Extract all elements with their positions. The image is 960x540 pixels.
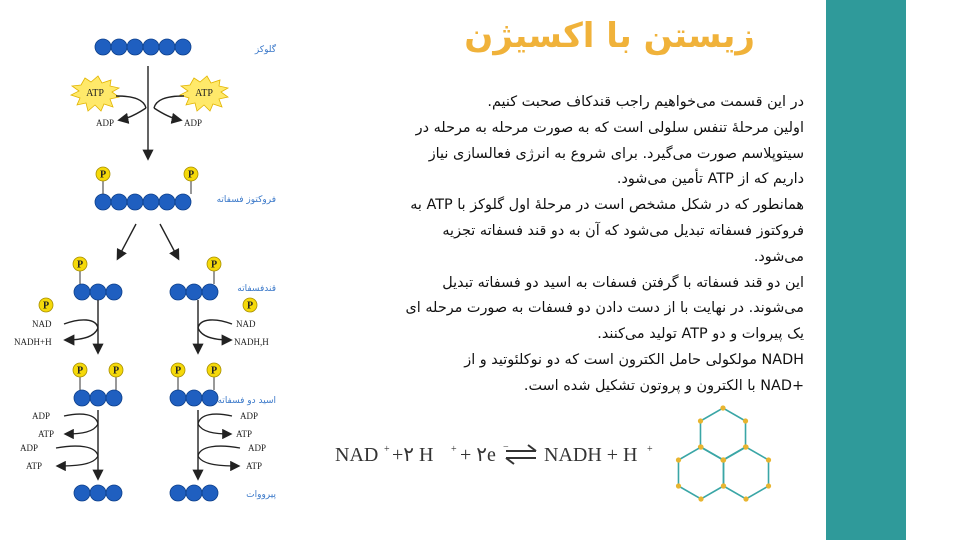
atp-curve-arrow <box>66 424 98 434</box>
slide-title: زیستن با اکسیژن <box>464 16 755 56</box>
paragraph-line: NADH مولکولی حامل الکترون است که دو نوکلئوتید و از <box>464 351 804 368</box>
carbon-bead <box>106 485 122 501</box>
carbon-bead <box>127 194 143 210</box>
adp-curve-arrow <box>120 108 146 120</box>
nad-curve <box>198 320 232 328</box>
carbon-bead <box>74 390 90 406</box>
carbon-bead <box>143 39 159 55</box>
diphosphate-acid-label: اسید دو فسفاته <box>217 396 276 406</box>
superscript-plus: + <box>384 444 390 455</box>
nad-equation <box>335 442 653 466</box>
paragraph-line: +NAD با الکترون و پروتون تشکیل شده است. <box>523 377 804 394</box>
hexagon-structure-icon <box>676 405 771 501</box>
carbon-bead <box>202 390 218 406</box>
carbon-bead <box>202 485 218 501</box>
paragraph-line: در این قسمت می‌خواهیم راجب قندکاف صحبت کنیم. <box>487 94 804 110</box>
atp-curve <box>154 96 184 108</box>
carbon-bead <box>170 284 186 300</box>
hexagon-vertex <box>720 405 725 410</box>
nadh-label: NADH,H <box>234 337 269 347</box>
paragraph-line: همانطور که در شکل مشخص است در مرحلهٔ اول گلوکز با ATP به <box>410 197 804 214</box>
paragraph-line: سیتوپلاسم صورت می‌گیرد. برای شروع به انرژی فعالسازی نیاز <box>428 145 804 162</box>
split-arrow-right <box>160 224 178 258</box>
carbon-bead <box>170 485 186 501</box>
paragraph-line: می‌شوند. در نهایت با از دست دادن دو فسفات به صورت مرحله ای <box>405 300 804 317</box>
atp-label: ATP <box>246 461 263 471</box>
adp-curve-arrow <box>154 108 180 120</box>
phosphate-label: P <box>42 300 50 312</box>
carbon-bead <box>90 284 106 300</box>
carbon-bead <box>95 39 111 55</box>
equation-nad: NAD <box>335 444 379 466</box>
phosphate-label: P <box>174 365 182 377</box>
phosphate-label: P <box>76 259 84 271</box>
paragraph-line: این دو قند فسفاته با گرفتن فسفات به اسید دو فسفاته تبدیل <box>442 274 804 291</box>
phosphate-label: P <box>112 365 120 377</box>
phosphate-label: P <box>210 365 218 377</box>
hexagon-vertex <box>676 483 681 488</box>
atp-curve <box>116 96 146 108</box>
carbon-bead <box>106 390 122 406</box>
nadh-curve-arrow <box>198 328 230 340</box>
carbon-bead <box>90 390 106 406</box>
phosphate-label: P <box>76 365 84 377</box>
hexagon-vertex <box>721 457 726 462</box>
glucose-label: گلوکز <box>254 45 276 55</box>
adp-curve <box>198 446 240 456</box>
carbon-bead <box>106 284 122 300</box>
hexagon-vertex <box>676 457 681 462</box>
adp-label: ADP <box>248 443 267 453</box>
hexagon-vertex <box>721 483 726 488</box>
nad-label: NAD <box>32 319 52 329</box>
hexagon-vertex <box>743 496 748 501</box>
atp-label: ATP <box>38 429 55 439</box>
sugar-phosphate-label: قندفسفاته <box>237 284 276 294</box>
adp-label: ADP <box>20 443 39 453</box>
atp-curve-arrow <box>58 456 98 466</box>
carbon-bead <box>186 284 202 300</box>
paragraph-line: می‌شود. <box>753 248 804 265</box>
carbon-bead <box>95 194 111 210</box>
nadh-label: NADH+H <box>14 337 52 347</box>
superscript-minus: − <box>503 442 509 453</box>
phosphate-label: P <box>210 259 218 271</box>
atp-curve-arrow <box>198 456 238 466</box>
carbon-bead <box>143 194 159 210</box>
equation-e: + ۲e <box>460 444 496 466</box>
atp-curve-arrow <box>198 424 230 434</box>
adp-label: ADP <box>96 118 115 128</box>
paragraph-line: یک پیروات و دو ATP تولید می‌کنند. <box>597 326 804 343</box>
paragraph-line: فروکتوز فسفاته تبدیل می‌شود که آن به دو قند فسفاته تجزیه <box>442 222 804 239</box>
phosphate-label: P <box>187 169 195 181</box>
adp-curve <box>64 414 98 424</box>
carbon-bead <box>202 284 218 300</box>
atp-label: ATP <box>26 461 43 471</box>
carbon-bead <box>111 194 127 210</box>
adp-label: ADP <box>184 118 203 128</box>
paragraph-line: اولین مرحلهٔ تنفس سلولی است که به صورت مرحله به مرحله در <box>415 119 804 136</box>
hexagon-ring <box>723 447 768 499</box>
carbon-bead <box>74 284 90 300</box>
carbon-bead <box>175 194 191 210</box>
split-arrow-left <box>118 224 136 258</box>
superscript-plus: + <box>451 444 457 455</box>
carbon-bead <box>159 39 175 55</box>
carbon-bead <box>90 485 106 501</box>
adp-curve <box>56 446 98 456</box>
carbon-bead <box>127 39 143 55</box>
carbon-bead <box>175 39 191 55</box>
carbon-bead <box>186 485 202 501</box>
hexagon-vertex <box>766 457 771 462</box>
atp-label: ATP <box>236 429 253 439</box>
carbon-bead <box>170 390 186 406</box>
fructose-phosphate-label: فروکتوز فسفاته <box>216 195 276 205</box>
phosphate-label: P <box>246 300 254 312</box>
hexagon-vertex <box>698 496 703 501</box>
phosphate-label: P <box>99 169 107 181</box>
equation-nadh: NADH + H <box>544 444 638 466</box>
nad-label: NAD <box>236 319 256 329</box>
carbon-bead <box>186 390 202 406</box>
hexagon-ring <box>678 447 723 499</box>
pyruvate-label: پیرووات <box>246 490 276 500</box>
carbon-bead <box>111 39 127 55</box>
adp-label: ADP <box>32 411 51 421</box>
hexagon-vertex <box>766 483 771 488</box>
atp-label: ATP <box>195 88 213 99</box>
superscript-plus: + <box>647 444 653 455</box>
hexagon-ring <box>700 408 745 460</box>
equation-h: +۲ H <box>392 444 434 466</box>
nadh-curve-arrow <box>66 328 98 340</box>
atp-label: ATP <box>86 88 104 99</box>
carbon-bead <box>74 485 90 501</box>
adp-label: ADP <box>240 411 259 421</box>
hexagon-vertex <box>698 418 703 423</box>
adp-curve <box>198 414 232 424</box>
nad-curve <box>64 320 98 328</box>
carbon-bead <box>159 194 175 210</box>
paragraph-line: داریم که از ATP تأمین می‌شود. <box>616 171 804 188</box>
hexagon-vertex <box>743 418 748 423</box>
hexagon-vertex <box>698 444 703 449</box>
hexagon-vertex <box>743 444 748 449</box>
